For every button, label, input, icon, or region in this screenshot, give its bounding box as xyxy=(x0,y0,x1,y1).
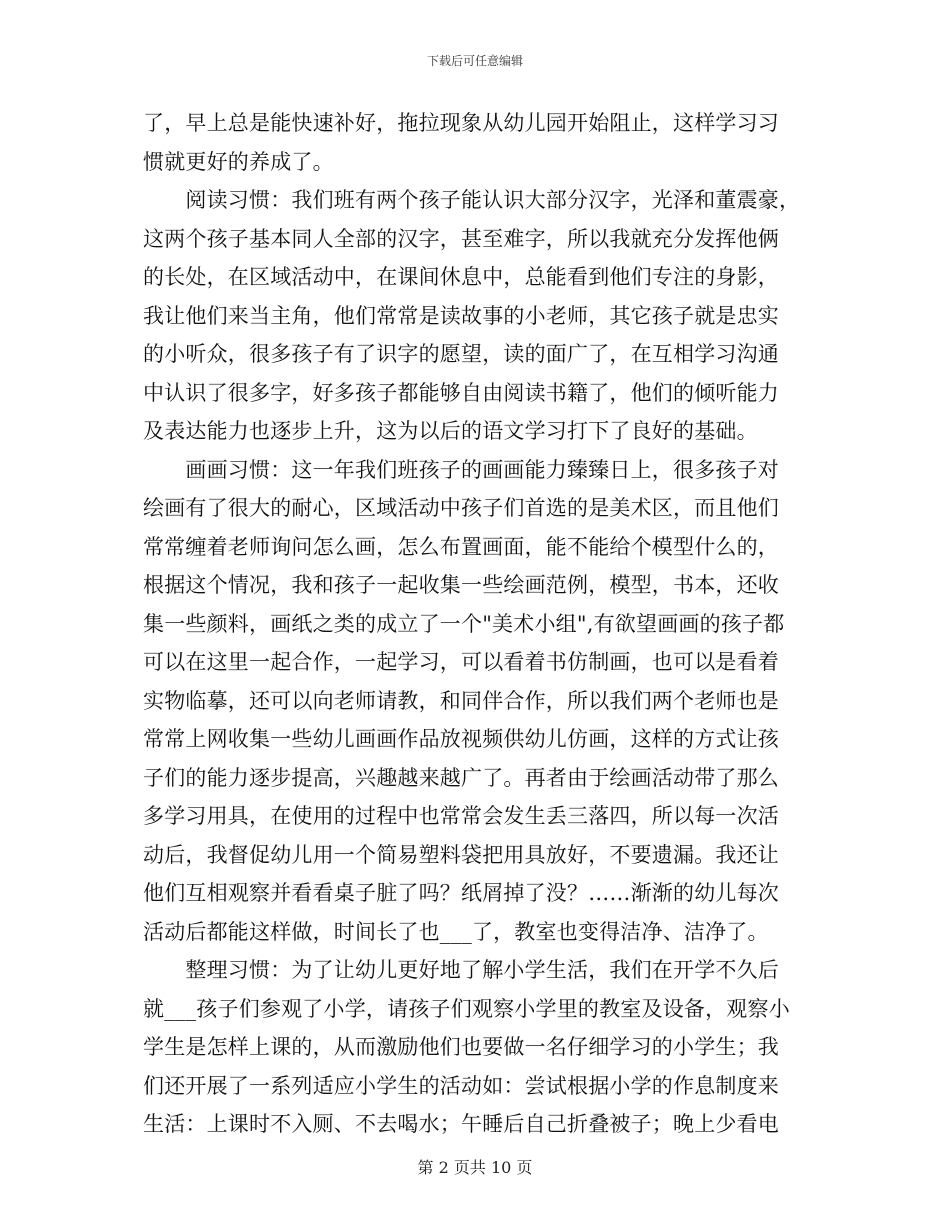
text-line: 中认识了很多字，好多孩子都能够自由阅读书籍了，他们的倾听能力 xyxy=(143,380,779,405)
text-line: 可以在这里一起合作，一起学习，可以看着书仿制画，也可以是看着 xyxy=(143,650,779,674)
text-line: 这两个孩子基本同人全部的汉字，甚至难字，所以我就充分发挥他俩 xyxy=(143,226,779,251)
text-line: 就___孩子们参观了小学，请孩子们观察小学里的教室及设备，观察小 xyxy=(143,996,790,1021)
text-line: 根据这个情况，我和孩子一起收集一些绘画范例，模型，书本，还收 xyxy=(143,573,779,597)
text-line: 活动后都能这样做，时间长了也___了，教室也变得洁净、洁净了。 xyxy=(143,919,769,944)
text-line: 惯就更好的养成了。 xyxy=(143,149,334,174)
text-line: 动后，我督促幼儿用一个简易塑料袋把用具放好，不要遗漏。我还让 xyxy=(143,842,779,867)
document-body xyxy=(143,104,813,1144)
text-line: 集一些颜料，画纸之类的成立了一个"美术小组",有欲望画画的孩子都 xyxy=(143,611,785,636)
text-line: 生活：上课时不入厕、不去喝水；午睡后自己折叠被子；晚上少看电 xyxy=(143,1112,779,1136)
text-line: 实物临摹，还可以向老师请教，和同伴合作，所以我们两个老师也是 xyxy=(143,688,779,713)
text-line: 子们的能力逐步提高，兴趣越来越广了。再者由于绘画活动带了那么 xyxy=(143,765,779,790)
text-line: 多学习用具，在使用的过程中也常常会发生丢三落四，所以每一次活 xyxy=(143,804,779,828)
text-line: 绘画有了很大的耐心，区域活动中孩子们首选的是美术区，而且他们 xyxy=(143,496,779,520)
text-line: 学生是怎样上课的，从而激励他们也要做一名仔细学习的小学生；我 xyxy=(143,1035,779,1059)
text-line: 的小听众，很多孩子有了识字的愿望，读的面广了，在互相学习沟通 xyxy=(143,342,779,366)
page-footer: 第 2 页共 10 页 xyxy=(417,1158,533,1177)
text-line: 们还开展了一系列适应小学生的活动如：尝试根据小学的作息制度来 xyxy=(143,1073,779,1098)
text-line: 及表达能力也逐步上升，这为以后的语文学习打下了良好的基础。 xyxy=(143,419,758,443)
page-header: 下载后可任意编辑 xyxy=(426,54,523,68)
text-line: 画画习惯：这一年我们班孩子的画画能力臻臻日上，很多孩子对 xyxy=(143,457,779,482)
text-line: 阅读习惯：我们班有两个孩子能认识大部分汉字，光泽和董震豪， xyxy=(143,188,801,212)
text-line: 整理习惯：为了让幼儿更好地了解小学生活，我们在开学不久后 xyxy=(143,958,779,982)
text-line: 他们互相观察并看看桌子脏了吗？纸屑掉了没？……渐渐的幼儿每次 xyxy=(143,881,779,905)
text-line: 常常缠着老师询问怎么画，怎么布置画面，能不能给个模型什么的， xyxy=(143,534,779,559)
text-line: 了，早上总是能快速补好，拖拉现象从幼儿园开始阻止，这样学习习 xyxy=(143,111,779,135)
text-line: 我让他们来当主角，他们常常是读故事的小老师，其它孩子就是忠实 xyxy=(143,303,779,328)
text-line: 常常上网收集一些幼儿画画作品放视频供幼儿仿画，这样的方式让孩 xyxy=(143,727,779,751)
text-line: 的长处，在区域活动中，在课间休息中，总能看到他们专注的身影， xyxy=(143,265,779,289)
